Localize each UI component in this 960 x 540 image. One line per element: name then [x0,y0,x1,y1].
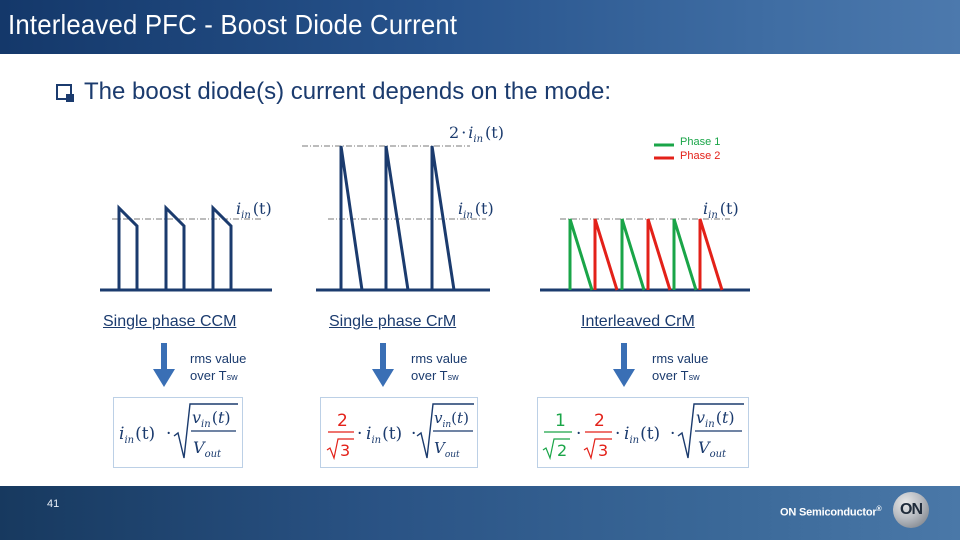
label-single-phase-crm: Single phase CrM [329,313,457,330]
svg-text:vin(t): $v_{in}(t)$ [434,409,469,430]
phase2-pulse-3 [700,219,722,290]
ccm-iin-label: $i_{in}$ (t) [236,199,272,221]
rms-caption-ccm: rms value over Tsw [190,351,247,383]
phase1-pulse-3 [674,219,696,290]
crm-waveform [302,123,504,290]
svg-text:Vout: $V_{out}$ [434,439,460,460]
legend-phase1-label: Phase 1 [680,136,721,148]
formula-box-crm [320,397,478,468]
crm-pulse-2 [386,146,408,290]
svg-text:2: 2 [557,441,568,460]
formula-crm [321,398,477,467]
crm-pulse-3 [432,146,454,290]
page-number: 41 [47,498,60,510]
svg-text:1: 1 [555,411,566,431]
ccm-waveform [100,199,272,290]
svg-text:3: 3 [598,441,609,460]
svg-text:vin(t): $v_{in}(t)$ [192,408,231,430]
crm-2iin-label: $2 \cdot i_{in}$ (t) [449,123,504,145]
rms-caption-crm: rms value over Tsw [411,351,468,383]
crm-pulse-1 [341,146,362,290]
svg-text:3: 3 [340,441,351,460]
svg-text:·: · [166,424,172,444]
bullet-text: The boost diode(s) current depends on the mode: [84,78,611,105]
phase1-pulse-2 [622,219,644,290]
svg-text:·: · [670,424,676,444]
formula-box-interleaved [537,397,749,468]
svg-text:·: · [576,424,582,444]
ccm-pulse-2 [166,208,184,290]
ccm-pulse-3 [213,208,231,290]
crm-iin-label: $i_{in}$ (t) [458,199,494,221]
svg-text:Vout: $V_{out}$ [698,438,727,460]
formula-ccm [114,398,242,467]
brand-text: ON Semiconductor® [780,506,882,519]
legend-phase2-label: Phase 2 [680,150,721,162]
formula-box-ccm [113,397,243,468]
svg-text:·: · [357,424,363,444]
svg-text:iin(t): $i_{in}(t)$ [119,424,156,446]
interleaved-crm-waveform [540,145,750,290]
ccm-pulse-1 [119,208,137,290]
phase2-pulse-1 [595,219,617,290]
arrow-down-icon [153,343,175,387]
interleaved-iin-label: $i_{in}$ (t) [703,199,739,221]
svg-text:Vout: $V_{out}$ [193,438,222,460]
on-semiconductor-logo-icon: ON [893,492,929,528]
svg-text:2: 2 [594,411,605,431]
svg-text:iin(t): $i_{in}(t)$ [366,424,403,446]
svg-text:vin(t): $v_{in}(t)$ [696,408,735,430]
arrow-down-icon [372,343,394,387]
rms-caption-interleaved: rms value over Tsw [652,351,709,383]
phase1-pulse-1 [570,219,592,290]
svg-text:·: · [411,424,417,444]
formula-interleaved [538,398,748,467]
label-interleaved-crm: Interleaved CrM [581,313,695,330]
arrow-down-icon [613,343,635,387]
svg-text:·: · [615,424,621,444]
svg-text:2: 2 [337,411,348,431]
svg-text:iin(t): $i_{in}(t)$ [624,424,661,446]
slide-title: Interleaved PFC - Boost Diode Current [8,9,458,40]
label-single-phase-ccm: Single phase CCM [103,313,237,330]
phase2-pulse-2 [648,219,670,290]
